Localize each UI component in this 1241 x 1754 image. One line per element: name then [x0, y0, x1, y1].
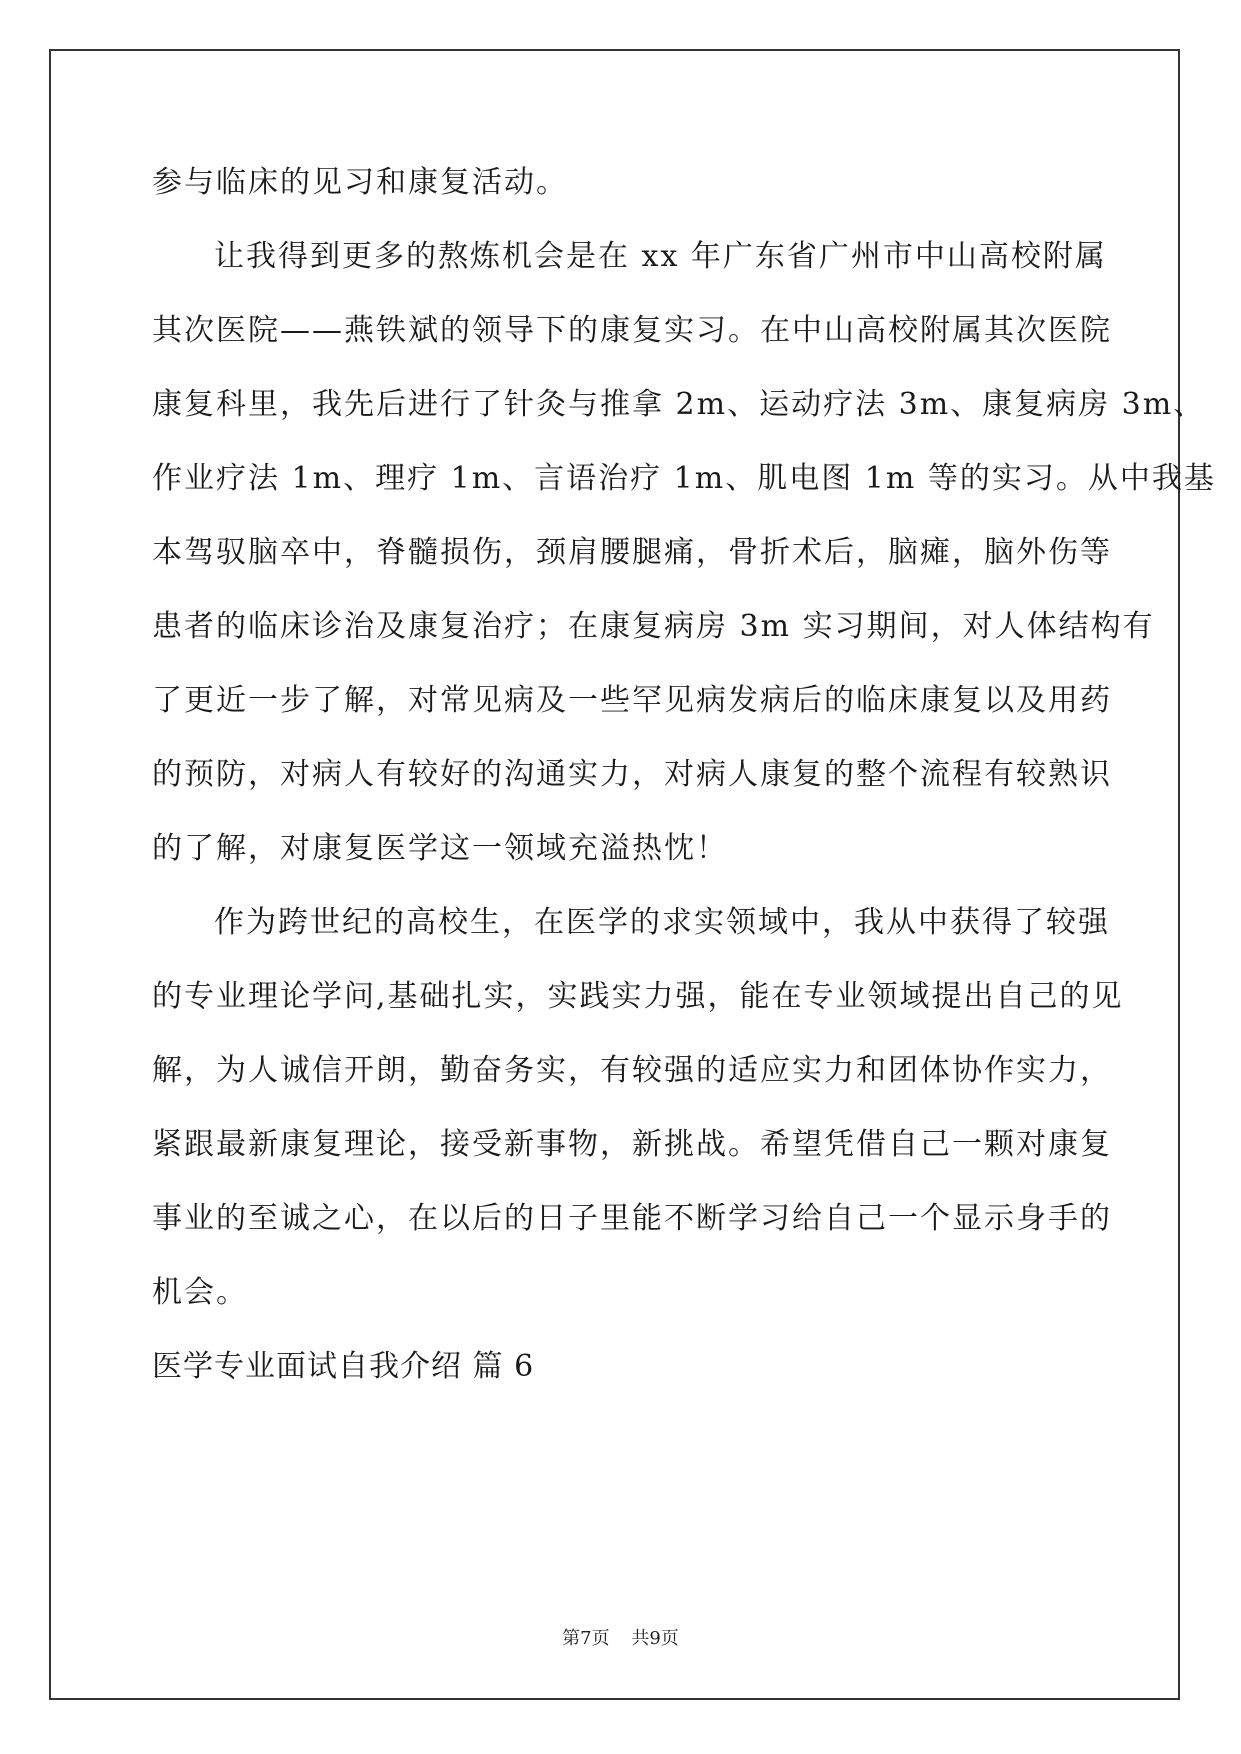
page-number-current: 第7页 [562, 1628, 610, 1649]
paragraph-start: 作为跨世纪的高校生，在医学的求实领域中，我从中获得了较强 [214, 905, 1110, 940]
section-heading: 医学专业面试自我介绍 篇 6 [152, 1349, 535, 1384]
text-line: 事业的至诚之心，在以后的日子里能不断学习给自己一个显示身手的 [152, 1201, 1112, 1236]
text-line: 的预防，对病人有较好的沟通实力，对病人康复的整个流程有较熟识 [152, 757, 1112, 792]
text-line: 紧跟最新康复理论，接受新事物，新挑战。希望凭借自己一颗对康复 [152, 1127, 1112, 1162]
page-footer [0, 1624, 1241, 1650]
page-number-total: 共9页 [631, 1628, 679, 1649]
text-line: 的了解，对康复医学这一领域充溢热忱！ [152, 831, 728, 866]
text-line: 机会。 [152, 1275, 248, 1310]
document-body [152, 158, 1216, 1416]
text-line: 的专业理论学问,基础扎实，实践实力强，能在专业领域提出自己的见 [152, 979, 1124, 1014]
text-line: 康复科里，我先后进行了针灸与推拿 2m、运动疗法 3m、康复病房 3m、 [152, 387, 1206, 422]
text-line: 了更近一步了解，对常见病及一些罕见病发病后的临床康复以及用药 [152, 683, 1112, 718]
text-line: 参与临床的见习和康复活动。 [152, 165, 568, 200]
paragraph-start: 让我得到更多的熬炼机会是在 xx 年广东省广州市中山高校附属 [214, 239, 1107, 274]
text-line: 其次医院——燕铁斌的领导下的康复实习。在中山高校附属其次医院 [152, 313, 1112, 348]
text-line: 解，为人诚信开朗，勤奋务实，有较强的适应实力和团体协作实力， [152, 1053, 1112, 1088]
text-line: 本驾驭脑卒中，脊髓损伤，颈肩腰腿痛，骨折术后，脑瘫，脑外伤等 [152, 535, 1112, 570]
text-line: 作业疗法 1m、理疗 1m、言语治疗 1m、肌电图 1m 等的实习。从中我基 [152, 461, 1216, 496]
text-line: 患者的临床诊治及康复治疗；在康复病房 3m 实习期间，对人体结构有 [152, 609, 1155, 644]
